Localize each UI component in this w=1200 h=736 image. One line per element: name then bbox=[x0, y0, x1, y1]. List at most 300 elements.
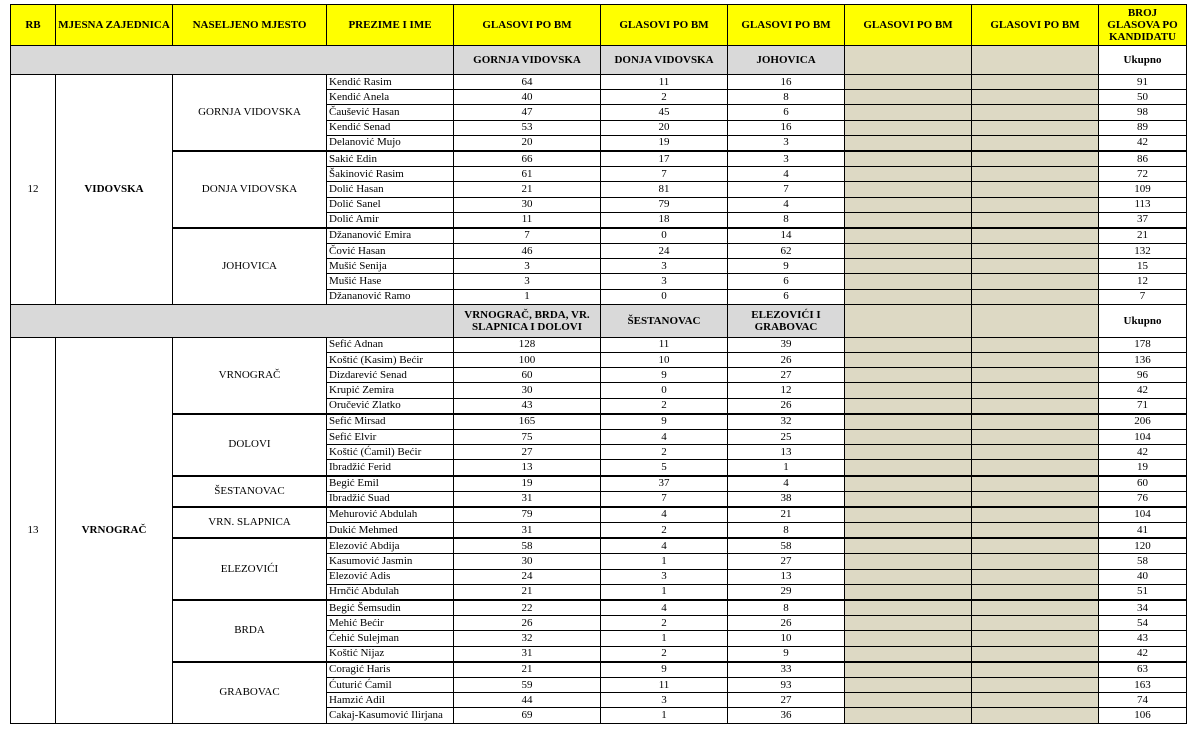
empty-cell-1 bbox=[845, 569, 972, 584]
header-row bbox=[11, 5, 1187, 46]
vote-count: 79 bbox=[454, 507, 601, 523]
vote-count: 12 bbox=[728, 383, 845, 398]
empty-cell-2 bbox=[972, 616, 1099, 631]
vote-count: 16 bbox=[728, 75, 845, 90]
candidate-total: 109 bbox=[1099, 182, 1187, 197]
candidate-name: Džananović Ramo bbox=[327, 289, 454, 304]
candidate-total: 72 bbox=[1099, 167, 1187, 182]
vote-count: 165 bbox=[454, 414, 601, 430]
candidate-name: Koštić Nijaz bbox=[327, 646, 454, 662]
candidate-name: Elezović Abdija bbox=[327, 538, 454, 554]
empty-cell-1 bbox=[845, 507, 972, 523]
empty-cell-2 bbox=[972, 662, 1099, 678]
vote-count: 2 bbox=[601, 445, 728, 460]
empty-cell-2 bbox=[972, 212, 1099, 228]
vote-count: 2 bbox=[601, 646, 728, 662]
header-glasovi-5: GLASOVI PO BM bbox=[972, 5, 1099, 46]
empty-cell-2 bbox=[972, 244, 1099, 259]
block-number: 13 bbox=[11, 337, 56, 723]
vote-count: 11 bbox=[601, 337, 728, 352]
empty-cell-2 bbox=[972, 228, 1099, 244]
polling-station-header-row bbox=[11, 46, 1187, 75]
candidate-total: 163 bbox=[1099, 677, 1187, 692]
settlement-name: ŠESTANOVAC bbox=[173, 476, 327, 507]
vote-count: 21 bbox=[454, 584, 601, 600]
candidate-total: 104 bbox=[1099, 507, 1187, 523]
vote-count: 1 bbox=[454, 289, 601, 304]
vote-count: 4 bbox=[601, 507, 728, 523]
vote-count: 81 bbox=[601, 182, 728, 197]
vote-count: 8 bbox=[728, 523, 845, 539]
candidate-row bbox=[11, 228, 1187, 244]
candidate-name: Dukić Mehmed bbox=[327, 523, 454, 539]
empty-cell-1 bbox=[845, 182, 972, 197]
header-naseljeno-mjesto: NASELJENO MJESTO bbox=[173, 5, 327, 46]
vote-count: 9 bbox=[601, 414, 728, 430]
vote-count: 43 bbox=[454, 398, 601, 414]
settlement-name: VRN. SLAPNICA bbox=[173, 507, 327, 538]
empty-cell-2 bbox=[972, 151, 1099, 167]
vote-count: 58 bbox=[728, 538, 845, 554]
candidate-total: 76 bbox=[1099, 491, 1187, 507]
empty-cell-1 bbox=[845, 259, 972, 274]
vote-count: 4 bbox=[601, 429, 728, 444]
empty-cell-1 bbox=[845, 135, 972, 151]
empty-cell-1 bbox=[845, 383, 972, 398]
candidate-name: Hrnčić Abdulah bbox=[327, 584, 454, 600]
vote-count: 30 bbox=[454, 197, 601, 212]
empty-cell-2 bbox=[972, 90, 1099, 105]
candidate-total: 12 bbox=[1099, 274, 1187, 289]
empty-cell-2 bbox=[972, 584, 1099, 600]
section-empty-1 bbox=[845, 304, 972, 337]
vote-count: 4 bbox=[728, 167, 845, 182]
empty-cell-1 bbox=[845, 631, 972, 646]
empty-cell-1 bbox=[845, 289, 972, 304]
vote-count: 3 bbox=[601, 259, 728, 274]
empty-cell-2 bbox=[972, 353, 1099, 368]
vote-count: 26 bbox=[728, 398, 845, 414]
candidate-total: 86 bbox=[1099, 151, 1187, 167]
vote-count: 1 bbox=[601, 584, 728, 600]
ukupno-label: Ukupno bbox=[1099, 304, 1187, 337]
candidate-name: Kendić Anela bbox=[327, 90, 454, 105]
vote-count: 31 bbox=[454, 523, 601, 539]
empty-cell-1 bbox=[845, 662, 972, 678]
vote-count: 19 bbox=[601, 135, 728, 151]
vote-count: 7 bbox=[601, 167, 728, 182]
vote-count: 37 bbox=[601, 476, 728, 492]
candidate-row bbox=[11, 600, 1187, 616]
vote-count: 11 bbox=[454, 212, 601, 228]
empty-cell-2 bbox=[972, 75, 1099, 90]
candidate-name: Kendić Rasim bbox=[327, 75, 454, 90]
vote-count: 20 bbox=[454, 135, 601, 151]
candidate-total: 42 bbox=[1099, 383, 1187, 398]
empty-cell-1 bbox=[845, 600, 972, 616]
empty-cell-2 bbox=[972, 538, 1099, 554]
vote-count: 69 bbox=[454, 708, 601, 723]
candidate-name: Hamzić Adil bbox=[327, 693, 454, 708]
empty-cell-1 bbox=[845, 584, 972, 600]
empty-cell-2 bbox=[972, 135, 1099, 151]
vote-count: 30 bbox=[454, 383, 601, 398]
candidate-row bbox=[11, 507, 1187, 523]
section-blank bbox=[11, 304, 454, 337]
vote-count: 6 bbox=[728, 289, 845, 304]
polling-station-name: DONJA VIDOVSKA bbox=[601, 46, 728, 75]
empty-cell-1 bbox=[845, 460, 972, 476]
empty-cell-2 bbox=[972, 120, 1099, 135]
candidate-total: 96 bbox=[1099, 368, 1187, 383]
settlement-name: BRDA bbox=[173, 600, 327, 662]
candidate-total: 51 bbox=[1099, 584, 1187, 600]
polling-station-name: VRNOGRAČ, BRDA, VR. SLAPNICA I DOLOVI bbox=[454, 304, 601, 337]
candidate-total: 21 bbox=[1099, 228, 1187, 244]
candidate-name: Ćehić Sulejman bbox=[327, 631, 454, 646]
vote-count: 0 bbox=[601, 289, 728, 304]
settlement-name: GORNJA VIDOVSKA bbox=[173, 75, 327, 151]
vote-count: 26 bbox=[728, 616, 845, 631]
candidate-total: 98 bbox=[1099, 105, 1187, 120]
vote-count: 26 bbox=[728, 353, 845, 368]
vote-count: 6 bbox=[728, 105, 845, 120]
vote-count: 25 bbox=[728, 429, 845, 444]
candidate-name: Dolić Hasan bbox=[327, 182, 454, 197]
candidate-name: Delanović Mujo bbox=[327, 135, 454, 151]
vote-count: 3 bbox=[454, 274, 601, 289]
empty-cell-2 bbox=[972, 259, 1099, 274]
candidate-total: 15 bbox=[1099, 259, 1187, 274]
section-empty-2 bbox=[972, 304, 1099, 337]
candidate-row bbox=[11, 75, 1187, 90]
candidate-name: Mehić Bećir bbox=[327, 616, 454, 631]
candidate-total: 41 bbox=[1099, 523, 1187, 539]
vote-count: 53 bbox=[454, 120, 601, 135]
empty-cell-2 bbox=[972, 646, 1099, 662]
empty-cell-2 bbox=[972, 507, 1099, 523]
empty-cell-2 bbox=[972, 445, 1099, 460]
empty-cell-2 bbox=[972, 337, 1099, 352]
candidate-row bbox=[11, 476, 1187, 492]
empty-cell-1 bbox=[845, 646, 972, 662]
candidate-total: 60 bbox=[1099, 476, 1187, 492]
vote-count: 27 bbox=[728, 368, 845, 383]
empty-cell-2 bbox=[972, 554, 1099, 569]
candidate-total: 19 bbox=[1099, 460, 1187, 476]
header-glasovi-3: GLASOVI PO BM bbox=[728, 5, 845, 46]
empty-cell-1 bbox=[845, 244, 972, 259]
vote-count: 2 bbox=[601, 523, 728, 539]
polling-station-name: JOHOVICA bbox=[728, 46, 845, 75]
vote-count: 32 bbox=[728, 414, 845, 430]
vote-count: 8 bbox=[728, 90, 845, 105]
vote-count: 5 bbox=[601, 460, 728, 476]
empty-cell-2 bbox=[972, 491, 1099, 507]
candidate-total: 71 bbox=[1099, 398, 1187, 414]
vote-count: 1 bbox=[601, 708, 728, 723]
candidate-total: 34 bbox=[1099, 600, 1187, 616]
candidate-name: Sakić Edin bbox=[327, 151, 454, 167]
candidate-name: Koštić (Ćamil) Bećir bbox=[327, 445, 454, 460]
vote-count: 66 bbox=[454, 151, 601, 167]
empty-cell-2 bbox=[972, 708, 1099, 723]
empty-cell-2 bbox=[972, 197, 1099, 212]
vote-count: 26 bbox=[454, 616, 601, 631]
candidate-name: Ibradžić Suad bbox=[327, 491, 454, 507]
candidate-total: 42 bbox=[1099, 445, 1187, 460]
vote-count: 9 bbox=[601, 368, 728, 383]
empty-cell-2 bbox=[972, 289, 1099, 304]
candidate-row bbox=[11, 337, 1187, 352]
candidate-name: Coragić Haris bbox=[327, 662, 454, 678]
vote-count: 4 bbox=[601, 538, 728, 554]
vote-count: 46 bbox=[454, 244, 601, 259]
vote-count: 8 bbox=[728, 212, 845, 228]
vote-count: 59 bbox=[454, 677, 601, 692]
candidate-row bbox=[11, 414, 1187, 430]
header-mjesna-zajednica: MJESNA ZAJEDNICA bbox=[56, 5, 173, 46]
vote-count: 6 bbox=[728, 274, 845, 289]
settlement-name: JOHOVICA bbox=[173, 228, 327, 304]
empty-cell-1 bbox=[845, 228, 972, 244]
empty-cell-2 bbox=[972, 105, 1099, 120]
candidate-name: Cakaj-Kasumović Ilirjana bbox=[327, 708, 454, 723]
candidate-row bbox=[11, 662, 1187, 678]
candidate-total: 42 bbox=[1099, 646, 1187, 662]
settlement-name: VRNOGRAČ bbox=[173, 337, 327, 413]
vote-count: 27 bbox=[454, 445, 601, 460]
vote-count: 1 bbox=[601, 554, 728, 569]
candidate-total: 7 bbox=[1099, 289, 1187, 304]
candidate-total: 178 bbox=[1099, 337, 1187, 352]
empty-cell-1 bbox=[845, 197, 972, 212]
empty-cell-2 bbox=[972, 476, 1099, 492]
empty-cell-1 bbox=[845, 491, 972, 507]
vote-count: 19 bbox=[454, 476, 601, 492]
vote-count: 9 bbox=[728, 646, 845, 662]
vote-count: 20 bbox=[601, 120, 728, 135]
empty-cell-1 bbox=[845, 693, 972, 708]
vote-count: 9 bbox=[601, 662, 728, 678]
empty-cell-2 bbox=[972, 274, 1099, 289]
candidate-name: Krupić Zemira bbox=[327, 383, 454, 398]
empty-cell-2 bbox=[972, 631, 1099, 646]
candidate-name: Mušić Senija bbox=[327, 259, 454, 274]
vote-count: 30 bbox=[454, 554, 601, 569]
section-blank bbox=[11, 46, 454, 75]
vote-count: 47 bbox=[454, 105, 601, 120]
vote-count: 16 bbox=[728, 120, 845, 135]
polling-station-name: ELEZOVIĆI I GRABOVAC bbox=[728, 304, 845, 337]
candidate-name: Sefić Adnan bbox=[327, 337, 454, 352]
empty-cell-2 bbox=[972, 677, 1099, 692]
vote-count: 8 bbox=[728, 600, 845, 616]
vote-count: 27 bbox=[728, 554, 845, 569]
vote-count: 31 bbox=[454, 491, 601, 507]
vote-count: 0 bbox=[601, 228, 728, 244]
empty-cell-1 bbox=[845, 414, 972, 430]
vote-count: 61 bbox=[454, 167, 601, 182]
vote-count: 21 bbox=[728, 507, 845, 523]
candidate-total: 37 bbox=[1099, 212, 1187, 228]
vote-count: 128 bbox=[454, 337, 601, 352]
empty-cell-1 bbox=[845, 75, 972, 90]
empty-cell-2 bbox=[972, 398, 1099, 414]
empty-cell-2 bbox=[972, 523, 1099, 539]
empty-cell-1 bbox=[845, 212, 972, 228]
empty-cell-2 bbox=[972, 569, 1099, 584]
empty-cell-1 bbox=[845, 677, 972, 692]
vote-count: 3 bbox=[601, 569, 728, 584]
header-glasovi-2: GLASOVI PO BM bbox=[601, 5, 728, 46]
vote-count: 10 bbox=[728, 631, 845, 646]
vote-count: 58 bbox=[454, 538, 601, 554]
empty-cell-2 bbox=[972, 460, 1099, 476]
vote-count: 62 bbox=[728, 244, 845, 259]
votes-table bbox=[10, 4, 1187, 724]
empty-cell-1 bbox=[845, 476, 972, 492]
vote-count: 3 bbox=[728, 135, 845, 151]
vote-count: 7 bbox=[454, 228, 601, 244]
candidate-row bbox=[11, 538, 1187, 554]
candidate-row bbox=[11, 151, 1187, 167]
vote-count: 4 bbox=[601, 600, 728, 616]
empty-cell-2 bbox=[972, 429, 1099, 444]
candidate-name: Čović Hasan bbox=[327, 244, 454, 259]
candidate-name: Begić Šemsudin bbox=[327, 600, 454, 616]
empty-cell-2 bbox=[972, 383, 1099, 398]
vote-count: 3 bbox=[728, 151, 845, 167]
vote-count: 38 bbox=[728, 491, 845, 507]
vote-count: 0 bbox=[601, 383, 728, 398]
candidate-total: 43 bbox=[1099, 631, 1187, 646]
empty-cell-2 bbox=[972, 167, 1099, 182]
vote-count: 4 bbox=[728, 476, 845, 492]
candidate-total: 54 bbox=[1099, 616, 1187, 631]
settlement-name: ELEZOVIĆI bbox=[173, 538, 327, 600]
candidate-total: 104 bbox=[1099, 429, 1187, 444]
vote-count: 32 bbox=[454, 631, 601, 646]
empty-cell-1 bbox=[845, 151, 972, 167]
candidate-total: 58 bbox=[1099, 554, 1187, 569]
vote-count: 24 bbox=[454, 569, 601, 584]
empty-cell-1 bbox=[845, 167, 972, 182]
candidate-total: 136 bbox=[1099, 353, 1187, 368]
ukupno-label: Ukupno bbox=[1099, 46, 1187, 75]
empty-cell-1 bbox=[845, 398, 972, 414]
candidate-name: Mušić Hase bbox=[327, 274, 454, 289]
candidate-total: 40 bbox=[1099, 569, 1187, 584]
header-broj-glasova: BROJ GLASOVA PO KANDIDATU bbox=[1099, 5, 1187, 46]
vote-count: 3 bbox=[601, 274, 728, 289]
candidate-total: 42 bbox=[1099, 135, 1187, 151]
empty-cell-1 bbox=[845, 120, 972, 135]
empty-cell-1 bbox=[845, 429, 972, 444]
candidate-name: Dolić Sanel bbox=[327, 197, 454, 212]
empty-cell-2 bbox=[972, 182, 1099, 197]
candidate-total: 113 bbox=[1099, 197, 1187, 212]
empty-cell-1 bbox=[845, 616, 972, 631]
candidate-name: Ćuturić Ćamil bbox=[327, 677, 454, 692]
header-glasovi-1: GLASOVI PO BM bbox=[454, 5, 601, 46]
vote-count: 13 bbox=[728, 569, 845, 584]
candidate-name: Čaušević Hasan bbox=[327, 105, 454, 120]
candidate-total: 132 bbox=[1099, 244, 1187, 259]
header-rb: RB bbox=[11, 5, 56, 46]
vote-count: 27 bbox=[728, 693, 845, 708]
vote-count: 11 bbox=[601, 75, 728, 90]
section-empty-1 bbox=[845, 46, 972, 75]
empty-cell-1 bbox=[845, 708, 972, 723]
vote-count: 7 bbox=[601, 491, 728, 507]
settlement-name: DOLOVI bbox=[173, 414, 327, 476]
vote-count: 40 bbox=[454, 90, 601, 105]
candidate-name: Sefić Mirsad bbox=[327, 414, 454, 430]
candidate-total: 91 bbox=[1099, 75, 1187, 90]
vote-count: 18 bbox=[601, 212, 728, 228]
settlement-name: DONJA VIDOVSKA bbox=[173, 151, 327, 228]
candidate-name: Ibradžić Ferid bbox=[327, 460, 454, 476]
candidate-total: 63 bbox=[1099, 662, 1187, 678]
vote-count: 100 bbox=[454, 353, 601, 368]
candidate-total: 89 bbox=[1099, 120, 1187, 135]
vote-count: 93 bbox=[728, 677, 845, 692]
vote-count: 44 bbox=[454, 693, 601, 708]
vote-count: 21 bbox=[454, 182, 601, 197]
candidate-name: Oručević Zlatko bbox=[327, 398, 454, 414]
vote-count: 14 bbox=[728, 228, 845, 244]
vote-count: 13 bbox=[728, 445, 845, 460]
empty-cell-1 bbox=[845, 368, 972, 383]
vote-count: 4 bbox=[728, 197, 845, 212]
vote-count: 7 bbox=[728, 182, 845, 197]
candidate-name: Begić Emil bbox=[327, 476, 454, 492]
vote-count: 3 bbox=[454, 259, 601, 274]
vote-count: 3 bbox=[601, 693, 728, 708]
candidate-total: 120 bbox=[1099, 538, 1187, 554]
vote-count: 1 bbox=[728, 460, 845, 476]
header-prezime-ime: PREZIME I IME bbox=[327, 5, 454, 46]
empty-cell-1 bbox=[845, 554, 972, 569]
vote-count: 36 bbox=[728, 708, 845, 723]
candidate-name: Kasumović Jasmin bbox=[327, 554, 454, 569]
vote-count: 39 bbox=[728, 337, 845, 352]
results-sheet bbox=[10, 4, 1187, 724]
empty-cell-1 bbox=[845, 90, 972, 105]
candidate-name: Šakinović Rasim bbox=[327, 167, 454, 182]
vote-count: 9 bbox=[728, 259, 845, 274]
vote-count: 2 bbox=[601, 398, 728, 414]
empty-cell-1 bbox=[845, 445, 972, 460]
candidate-total: 50 bbox=[1099, 90, 1187, 105]
vote-count: 60 bbox=[454, 368, 601, 383]
vote-count: 1 bbox=[601, 631, 728, 646]
vote-count: 64 bbox=[454, 75, 601, 90]
candidate-name: Koštić (Kasim) Bećir bbox=[327, 353, 454, 368]
empty-cell-1 bbox=[845, 274, 972, 289]
vote-count: 24 bbox=[601, 244, 728, 259]
empty-cell-1 bbox=[845, 353, 972, 368]
mjesna-zajednica-name: VIDOVSKA bbox=[56, 75, 173, 305]
section-empty-2 bbox=[972, 46, 1099, 75]
empty-cell-2 bbox=[972, 600, 1099, 616]
candidate-name: Džananović Emira bbox=[327, 228, 454, 244]
candidate-name: Dizdarević Senad bbox=[327, 368, 454, 383]
empty-cell-2 bbox=[972, 414, 1099, 430]
block-number: 12 bbox=[11, 75, 56, 305]
vote-count: 17 bbox=[601, 151, 728, 167]
